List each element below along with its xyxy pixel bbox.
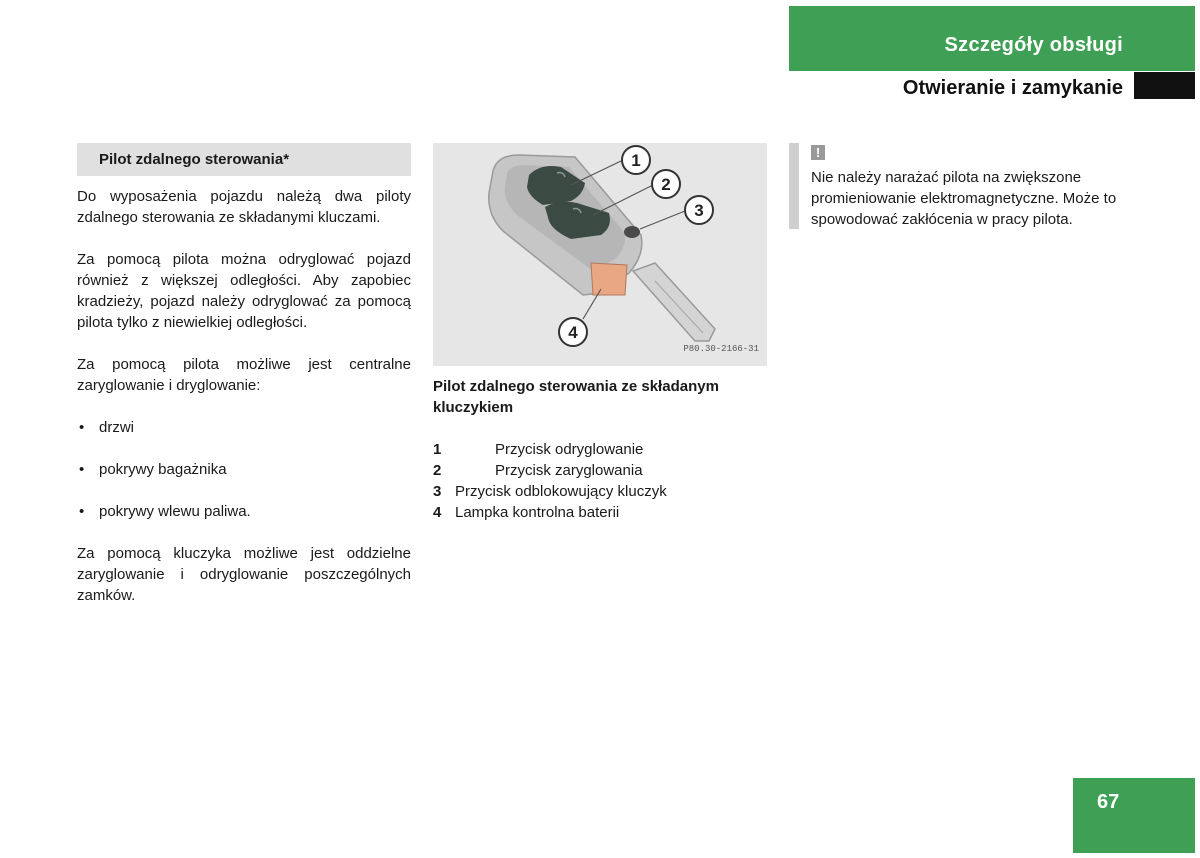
figure-code: P80.30-2166-31 — [683, 344, 759, 354]
svg-text:2: 2 — [661, 175, 671, 194]
legend-item — [433, 460, 768, 481]
legend-text: Przycisk odblokowujący kluczyk — [455, 483, 667, 500]
paragraph: Za pomocą pilota możliwe jest centralne zaryglowanie i dryglowanie: — [77, 356, 411, 394]
callout-3 — [685, 196, 713, 224]
svg-text:3: 3 — [694, 201, 704, 220]
legend-number: 4 — [433, 504, 442, 521]
chapter-title: Szczegóły obsługi — [944, 34, 1123, 56]
text-column-left — [77, 143, 411, 627]
paragraph: Do wyposażenia pojazdu należą dwa piloty zdalnego sterowania ze składanymi kluczami. — [77, 188, 411, 226]
page-number-box — [1073, 778, 1195, 853]
legend-item — [433, 481, 768, 502]
remote-key-illustration — [433, 143, 767, 366]
list-item: • pokrywy bagażnika — [77, 459, 411, 480]
legend-item — [433, 502, 768, 523]
paragraph: Za pomocą pilota można odryglować pojazd również z większej odległości. Aby zapobiec kradzieży, pojazd należy odryglować za pomocą pilota tylko z niewielkiej odległości. — [77, 251, 411, 331]
callout-1 — [622, 146, 650, 174]
svg-text:4: 4 — [568, 323, 578, 342]
legend-text: Przycisk zaryglowania — [495, 462, 643, 479]
figure-caption: Pilot zdalnego sterowania ze składanym kluczykiem — [433, 378, 719, 416]
paragraph: Za pomocą kluczyka możliwe jest oddzielne zaryglowanie i odryglowanie poszczególnych zamków. — [77, 545, 411, 604]
list-item: • pokrywy wlewu paliwa. — [77, 501, 411, 522]
bullet-list — [77, 417, 411, 522]
list-item: • drzwi — [77, 417, 411, 438]
callout-4 — [559, 318, 587, 346]
figure-column — [433, 143, 768, 523]
legend-item — [433, 439, 768, 460]
svg-text:1: 1 — [631, 151, 641, 170]
legend-text: Lampka kontrolna baterii — [455, 504, 620, 521]
callout-2 — [652, 170, 680, 198]
warning-icon: ! — [811, 145, 825, 160]
figure-legend — [433, 439, 768, 523]
legend-number: 1 — [433, 441, 442, 458]
note-marker-bar — [789, 143, 799, 229]
subsection-heading: Pilot zdalnego sterowania* — [77, 143, 411, 176]
legend-number: 2 — [433, 462, 442, 479]
chapter-header — [789, 6, 1195, 71]
warning-note: Nie należy narażać pilota na zwiększone promieniowanie elektromagnetyczne. Może to spowodować zakłócenia w pracy pilota. — [811, 169, 1117, 228]
page-number: 67 — [1097, 791, 1120, 813]
remote-key-figure — [433, 143, 767, 366]
section-title: Otwieranie i zamykanie — [902, 77, 1123, 99]
legend-number: 3 — [433, 483, 442, 500]
section-marker — [1134, 72, 1195, 99]
legend-text: Przycisk odryglowanie — [495, 441, 644, 458]
